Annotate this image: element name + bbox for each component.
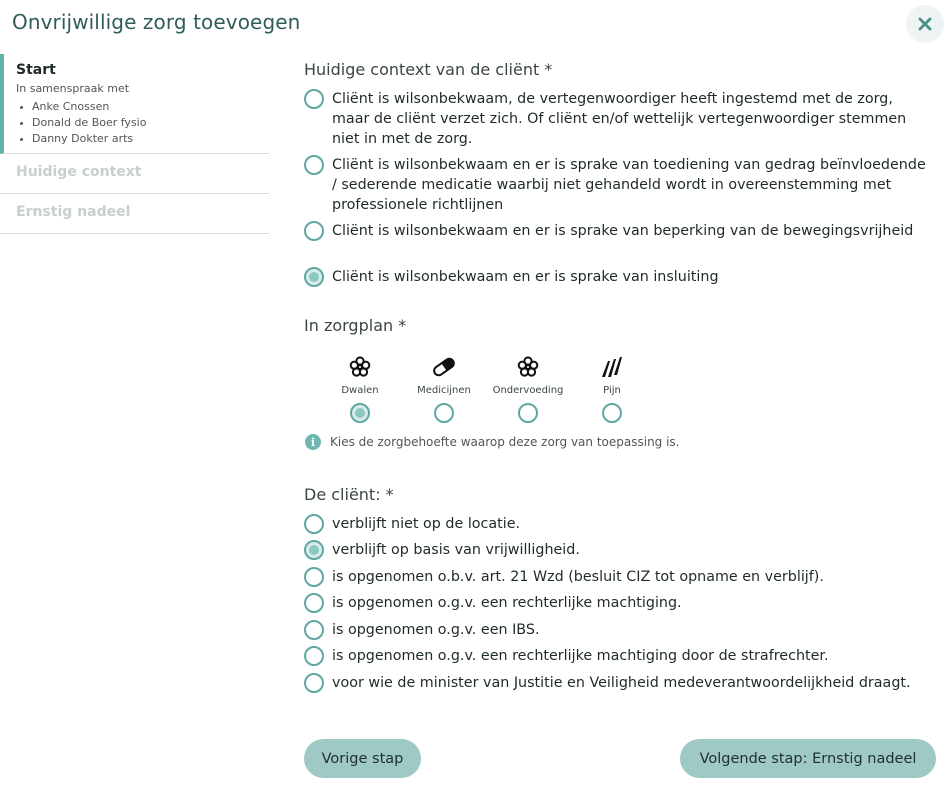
client-radio-6[interactable]	[304, 646, 324, 666]
close-button[interactable]	[906, 5, 944, 43]
context-label-3: Cliënt is wilsonbekwaam en er is sprake van beperking van de bewegingsvrijheid	[332, 223, 914, 239]
client-label-6: is opgenomen o.g.v. een rechterlijke machtiging door de strafrechter.	[332, 648, 829, 664]
flower-icon	[347, 354, 373, 380]
steps-sidebar	[0, 54, 269, 234]
context-label-2: Cliënt is wilsonbekwaam en er is sprake van toediening van gedrag beïnvloedende / sederende medicatie waarbij niet gehandeld wordt in overeenstemming met professionele richtlijnen	[332, 157, 926, 213]
care-label-ondervoeding: Ondervoeding	[492, 385, 564, 396]
info-icon: i	[305, 434, 321, 450]
care-radio-dwalen[interactable]	[350, 403, 370, 423]
care-item-ondervoeding[interactable]	[486, 354, 570, 423]
care-item-pijn[interactable]	[570, 354, 654, 423]
step-start-subtitle: In samenspraak met	[16, 82, 130, 95]
client-radio-7[interactable]	[304, 673, 324, 693]
client-title: De cliënt: *	[304, 485, 394, 504]
close-icon	[918, 17, 932, 31]
list-item: Anke Cnossen	[16, 99, 269, 115]
client-option-2[interactable]	[304, 540, 934, 560]
people-list	[16, 99, 269, 147]
step-huidige-context[interactable]: Huidige context	[0, 154, 269, 194]
client-option-4[interactable]	[304, 593, 934, 613]
client-option-1[interactable]	[304, 514, 934, 534]
client-label-4: is opgenomen o.g.v. een rechterlijke machtiging.	[332, 595, 682, 611]
client-label-3: is opgenomen o.b.v. art. 21 Wzd (besluit CIZ tot opname en verblijf).	[332, 569, 824, 585]
context-radio-4[interactable]	[304, 267, 324, 287]
context-radio-1[interactable]	[304, 89, 324, 109]
client-radio-5[interactable]	[304, 620, 324, 640]
care-label-pijn: Pijn	[603, 385, 621, 396]
context-option-4[interactable]	[304, 267, 934, 287]
context-label-4: Cliënt is wilsonbekwaam en er is sprake van insluiting	[332, 269, 719, 285]
care-label-dwalen: Dwalen	[341, 385, 379, 396]
list-item: Donald de Boer fysio	[16, 115, 269, 131]
step-start-title: Start	[16, 62, 56, 78]
care-item-dwalen[interactable]	[318, 354, 402, 423]
step-ernstig-nadeel[interactable]: Ernstig nadeel	[0, 194, 269, 234]
care-radio-medicijnen[interactable]	[434, 403, 454, 423]
flower-icon	[515, 354, 541, 380]
care-item-medicijnen[interactable]	[402, 354, 486, 423]
pill-icon	[431, 354, 457, 380]
care-radio-pijn[interactable]	[602, 403, 622, 423]
client-option-7[interactable]	[304, 673, 934, 693]
context-option-1[interactable]	[304, 89, 934, 149]
previous-step-button[interactable]: Vorige stap	[304, 739, 421, 778]
client-radio-3[interactable]	[304, 567, 324, 587]
client-radio-4[interactable]	[304, 593, 324, 613]
lightning-icon	[599, 354, 625, 380]
context-radio-3[interactable]	[304, 221, 324, 241]
client-radio-2[interactable]	[304, 540, 324, 560]
client-label-2: verblijft op basis van vrijwilligheid.	[332, 542, 580, 558]
hint-text: Kies de zorgbehoefte waarop deze zorg van toepassing is.	[330, 435, 680, 449]
client-label-7: voor wie de minister van Justitie en Veiligheid medeverantwoordelijkheid draagt.	[332, 675, 911, 691]
next-step-button[interactable]: Volgende stap: Ernstig nadeel	[680, 739, 936, 778]
client-option-5[interactable]	[304, 620, 934, 640]
list-item: Danny Dokter arts	[16, 131, 269, 147]
page-title: Onvrijwillige zorg toevoegen	[12, 10, 301, 34]
care-plan-options	[318, 354, 654, 423]
client-option-6[interactable]	[304, 646, 934, 666]
context-radio-2[interactable]	[304, 155, 324, 175]
client-option-3[interactable]	[304, 567, 934, 587]
care-radio-ondervoeding[interactable]	[518, 403, 538, 423]
context-option-3[interactable]	[304, 221, 934, 241]
care-plan-title: In zorgplan *	[304, 316, 407, 335]
context-option-2[interactable]	[304, 155, 934, 215]
client-radio-1[interactable]	[304, 514, 324, 534]
step-start[interactable]	[0, 54, 269, 154]
context-title: Huidige context van de cliënt *	[304, 60, 553, 79]
care-label-medicijnen: Medicijnen	[417, 385, 471, 396]
context-label-1: Cliënt is wilsonbekwaam, de vertegenwoordiger heeft ingestemd met de zorg, maar de cliënt verzet zich. Of cliënt en/of wettelijk vertegenwoordiger stemmen niet in met de zorg.	[332, 91, 907, 147]
client-label-5: is opgenomen o.g.v. een IBS.	[332, 622, 540, 638]
client-label-1: verblijft niet op de locatie.	[332, 516, 521, 532]
care-plan-hint	[305, 434, 680, 450]
